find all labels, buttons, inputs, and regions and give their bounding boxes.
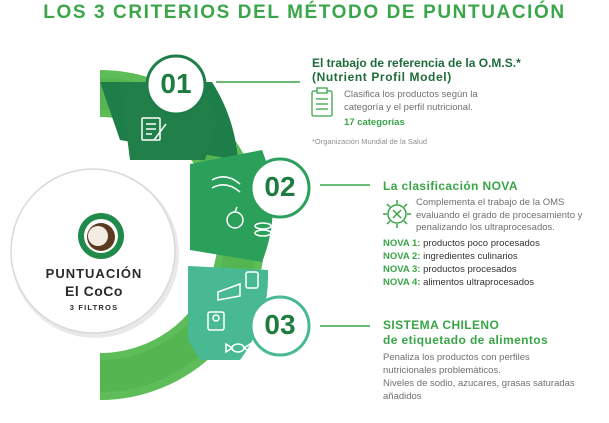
- nova-item-4: NOVA 4: alimentos ultraprocesados: [383, 277, 535, 288]
- center-label-line2: El CoCo: [65, 283, 123, 299]
- criterion-3-heading-line1: SISTEMA CHILENO: [383, 318, 500, 332]
- coconut-logo-icon: [78, 213, 124, 259]
- criterion-1-heading-line1: El trabajo de referencia de la O.M.S.*: [312, 56, 521, 70]
- clipboard-icon: [312, 88, 332, 116]
- criterion-1-description: Clasifica los productos según la categoría y el perfil nutricional.: [344, 89, 478, 113]
- criterion-2-description: Complementa el trabajo de la OMS evaluando el grado de procesamiento y penalizando los ultraprocesados.: [416, 197, 583, 233]
- nova-item-2: NOVA 2: ingredientes culinarios: [383, 251, 518, 262]
- criterion-3-heading-line2: de etiquetado de alimentos: [383, 333, 549, 347]
- criterion-3-description-2: Niveles de sodio, azucares, grasas saturadas añadidos: [383, 378, 575, 402]
- criterion-number-02: 02: [264, 171, 296, 202]
- gear-cross-icon: [383, 200, 411, 228]
- criterion-3-description: Penaliza los productos con perfiles nutricionales problemáticos.: [383, 352, 530, 376]
- criterion-number-03: 03: [264, 309, 296, 340]
- criterion-2-heading: La clasificación NOVA: [383, 179, 518, 193]
- nova-item-1: NOVA 1: productos poco procesados: [383, 238, 540, 249]
- nova-item-3: NOVA 3: productos procesados: [383, 264, 517, 275]
- page-title: LOS 3 CRITERIOS DEL MÉTODO DE PUNTUACIÓN: [43, 2, 566, 23]
- criterion-1-footnote: *Organización Mundial de la Salud: [312, 137, 428, 146]
- center-label-line1: PUNTUACIÓN: [45, 266, 143, 281]
- criterion-number-01: 01: [160, 68, 192, 99]
- center-label-line3: 3 FILTROS: [69, 303, 119, 312]
- nova-list: [383, 237, 540, 289]
- criterion-1-heading-line2: (Nutrient Profil Model): [312, 70, 452, 84]
- criterion-1-count: 17 categorías: [344, 117, 405, 128]
